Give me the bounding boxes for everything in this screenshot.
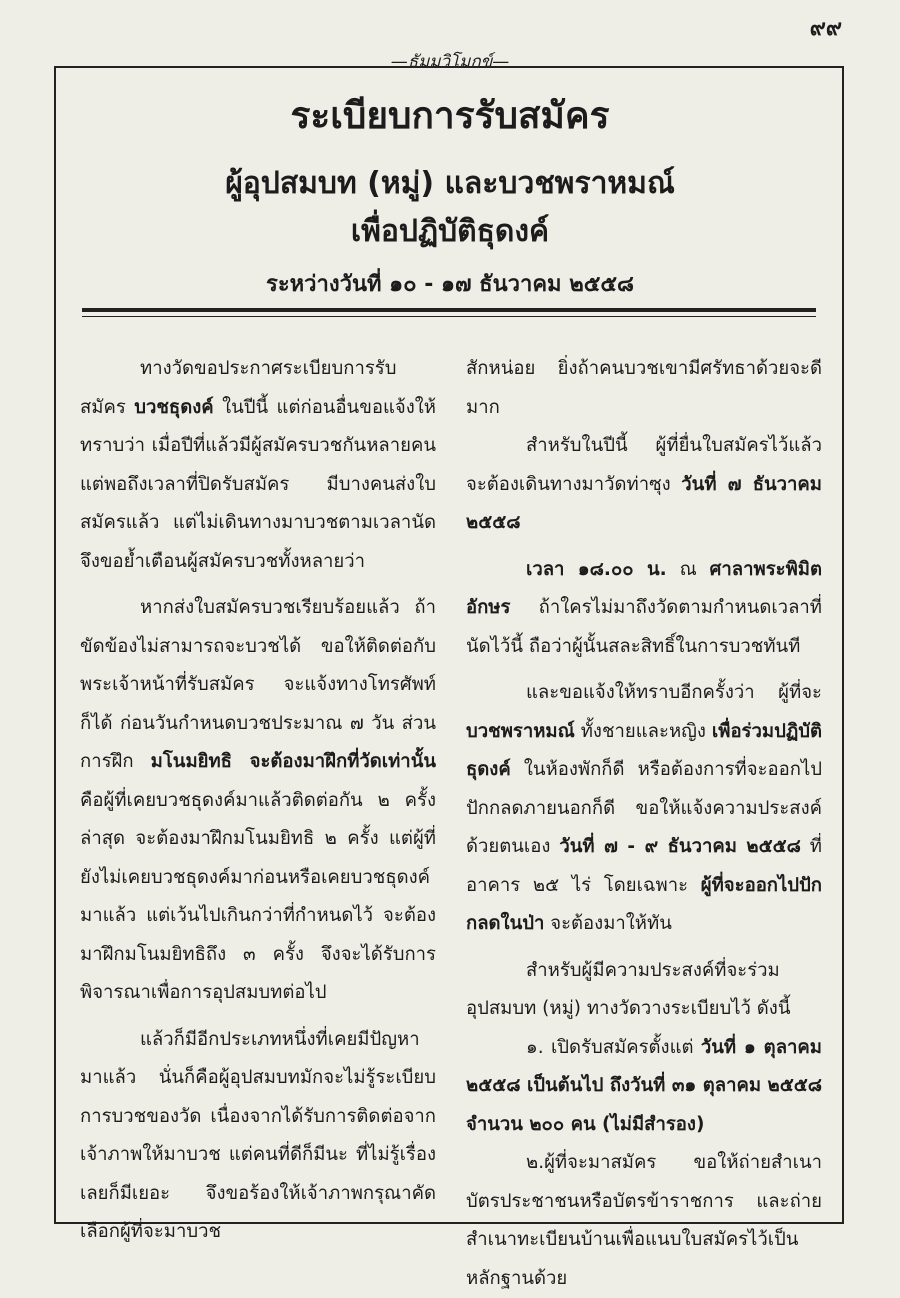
paragraph: แล้วก็มีอีกประเภทหนึ่งที่เคยมีปัญหามาแล้ว นั่นก็คือผู้อุปสมบทมักจะไม่รู้ระเบียบการบวชของวัด เนื่องจากได้รับการติดต่อจากเจ้าภาพให้มาบวช แต่คนที่ดีก็มีนะ ที่ไม่รู้เรื่องเลยก็มีเยอะ จึงขอร้องให้เจ้าภาพกรุณาคัดเลือกผู้ที่จะมาบวช — [80, 1028, 436, 1242]
page-title: ระเบียบการรับสมัคร — [290, 94, 610, 137]
page-number: ๙๙ — [809, 16, 842, 41]
paragraph: ๑. เปิดรับสมัครตั้งแต่ วันที่ ๑ ตุลาคม ๒๕๕๘ เป็นต้นไป ถึงวันที่ ๓๑ ตุลาคม ๒๕๕๘ จำนวน ๒๐๐ คน (ไม่มีสำรอง) — [466, 1036, 822, 1135]
divider-thick — [82, 308, 816, 312]
subtitle-line-2: เพื่อปฏิบัติธุดงค์ — [350, 214, 550, 249]
paragraph: ๒.ผู้ที่จะมาสมัคร ขอให้ถ่ายสำเนาบัตรประชาชนหรือบัตรข้าราชการ และถ่ายสำเนาทะเบียนบ้านเพื่อแนบใบสมัครไว้เป็นหลักฐานด้วย — [466, 1152, 822, 1289]
paragraph: และขอแจ้งให้ทราบอีกครั้งว่า ผู้ที่จะบวชพราหมณ์ ทั้งชายและหญิง เพื่อร่วมปฏิบัติธุดงค์ ในห้องพักก็ดี หรือต้องการที่จะออกไปปักกลดภายนอกก็ดี ขอให้แจ้งความประสงค์ด้วยตนเอง วันที่ ๗ - ๙ ธันวาคม ๒๕๕๘ ที่อาคาร ๒๕ ไร่ โดยเฉพาะ ผู้ที่จะออกไปปักกลดในป่า จะต้องมาให้ทัน — [466, 682, 822, 934]
paragraph: เวลา ๑๘.๐๐ น. ณ ศาลาพระพิมิตอักษร ถ้าใครไม่มาถึงวัดตามกำหนดเวลาที่นัดไว้นี้ ถือว่าผู้นั้นสละสิทธิ์ในการบวชทันที — [466, 558, 822, 657]
right-column — [466, 350, 822, 1298]
running-header: —ธัมมวิโมกข์— — [390, 52, 510, 72]
paragraph: สำหรับในปีนี้ ผู้ที่ยื่นใบสมัครไว้แล้ว จะต้องเดินทางมาวัดท่าซุง วันที่ ๗ ธันวาคม ๒๕๕๘ — [466, 435, 822, 533]
paragraph: หากส่งใบสมัครบวชเรียบร้อยแล้ว ถ้าขัดข้องไม่สามารถจะบวชได้ ขอให้ติดต่อกับพระเจ้าหน้าที่รับสมัคร จะแจ้งทางโทรศัพท์ก็ได้ ก่อนวันกำหนดบวชประมาณ ๗ วัน ส่วนการฝึก มโนมยิทธิ จะต้องมาฝึกที่วัดเท่านั้น คือผู้ที่เคยบวชธุดงค์มาแล้วติดต่อกัน ๒ ครั้งล่าสุด จะต้องมาฝึกมโนมยิทธิ ๒ ครั้ง แต่ผู้ที่ยังไม่เคยบวชธุดงค์มาก่อนหรือเคยบวชธุดงค์มาแล้ว แต่เว้นไปเกินกว่าที่กำหนดไว้ จะต้องมาฝึกมโนมยิทธิถึง ๓ ครั้ง จึงจะได้รับการพิจารณาเพื่อการอุปสมบทต่อไป — [80, 597, 436, 1003]
left-column — [80, 350, 436, 1252]
divider-thin — [82, 316, 816, 317]
subtitle-line-1: ผู้อุปสมบท (หมู่) และบวชพราหมณ์ — [225, 166, 675, 201]
paragraph: สำหรับผู้มีความประสงค์ที่จะร่วมอุปสมบท (หมู่) ทางวัดวางระเบียบไว้ ดังนี้ — [466, 959, 791, 1019]
paragraph: สักหน่อย ยิ่งถ้าคนบวชเขามีศรัทธาด้วยจะดีมาก — [466, 358, 822, 418]
paragraph: ทางวัดขอประกาศระเบียบการรับสมัคร บวชธุดงค์ ในปีนี้ แต่ก่อนอื่นขอแจ้งให้ทราบว่า เมื่อปีที่แล้วมีผู้สมัครบวชกันหลายคน แต่พอถึงเวลาที่ปิดรับสมัคร มีบางคนส่งใบสมัครแล้ว แต่ไม่เดินทางมาบวชตามเวลานัด จึงขอย้ำเตือนผู้สมัครบวชทั้งหลายว่า — [80, 358, 436, 572]
date-range: ระหว่างวันที่ ๑๐ - ๑๗ ธันวาคม ๒๕๕๘ — [266, 272, 634, 297]
